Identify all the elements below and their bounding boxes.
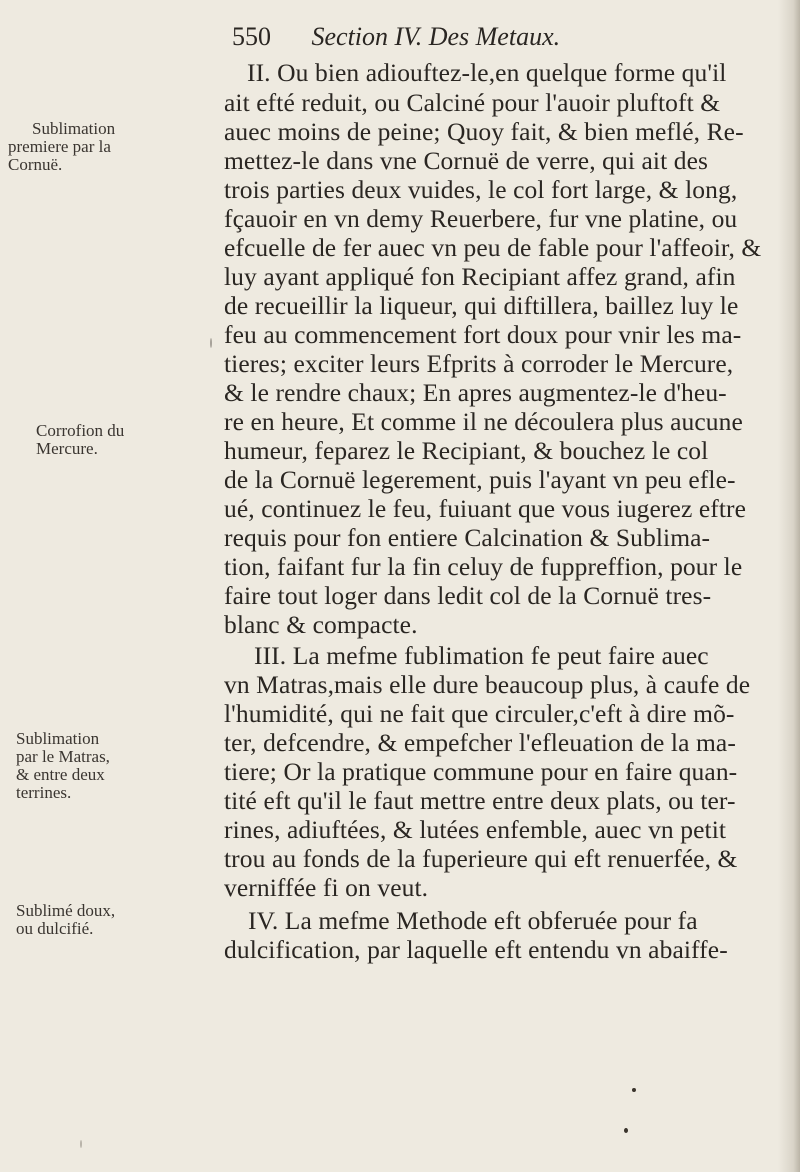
text-line: fçauoir en vn demy Reuerbere, fur vne platine, ou: [224, 204, 738, 233]
text-line: auec moins de peine; Quoy fait, & bien meflé, Re-: [224, 117, 744, 146]
margin-note-line: premiere par la: [8, 137, 111, 156]
text-line: trois parties deux vuides, le col fort large, & long,: [224, 175, 738, 204]
text-line: blanc & compacte.: [224, 610, 418, 639]
text-line: tité eft qu'il le faut mettre entre deux plats, ou ter-: [224, 786, 736, 815]
text-line: faire tout loger dans ledit col de la Cornuë tres-: [224, 581, 712, 610]
margin-note-line: Sublimation: [32, 119, 116, 138]
margin-note-line: Cornuë.: [8, 155, 63, 174]
text-line: l'humidité, qui ne fait que circuler,c'eft à dire mõ-: [224, 699, 735, 728]
text-line: humeur, feparez le Recipiant, & bouchez le col: [224, 436, 709, 465]
margin-note-line: & entre deux: [16, 765, 105, 784]
text-line: II. Ou bien adiouftez-le,en quelque forme qu'il: [247, 58, 727, 87]
running-header: [232, 22, 752, 62]
text-line: dulcification, par laquelle eft entendu vn abaiffe-: [224, 935, 728, 964]
text-line: ait efté reduit, ou Calciné pour l'auoir pluftoft &: [224, 88, 721, 117]
margin-note-line: Mercure.: [36, 439, 98, 458]
margin-note-line: Corrofion du: [36, 421, 125, 440]
ink-speck: [210, 338, 212, 348]
margin-note: [16, 902, 226, 938]
text-line: tiere; Or la pratique commune pour en faire quan-: [224, 757, 738, 786]
text-line: verniffée fi on veut.: [224, 873, 429, 902]
text-line: tieres; exciter leurs Efprits à corroder le Mercure,: [224, 349, 734, 378]
margin-note-line: Sublimé doux,: [16, 901, 116, 920]
margin-note-line: Sublimation: [16, 729, 100, 748]
text-line: trou au fonds de la fuperieure qui eft renuerfée, &: [224, 844, 738, 873]
ink-speck: [624, 1128, 628, 1133]
text-line: tion, faifant fur la fin celuy de fuppreffion, pour le: [224, 552, 743, 581]
text-line: IV. La mefme Methode eft obferuée pour fa: [248, 906, 698, 935]
text-line: ué, continuez le feu, fuiuant que vous iugerez eftre: [224, 494, 747, 523]
page-number: 550: [232, 22, 271, 51]
text-line: requis pour fon entiere Calcination & Sublima-: [224, 523, 711, 552]
running-title: Section IV. Des Metaux.: [311, 22, 561, 51]
text-line: de recueillir la liqueur, qui diftillera, baillez luy le: [224, 291, 739, 320]
margin-note-line: terrines.: [16, 783, 72, 802]
margin-note: [8, 119, 242, 174]
text-line: III. La mefme fublimation fe peut faire auec: [254, 641, 709, 670]
text-line: luy ayant appliqué fon Recipiant affez grand, afin: [224, 262, 736, 291]
text-line: de la Cornuë legerement, puis l'ayant vn peu efle-: [224, 465, 736, 494]
text-line: mettez-le dans vne Cornuë de verre, qui ait des: [224, 146, 709, 175]
text-line: vn Matras,mais elle dure beaucoup plus, à caufe de: [224, 670, 751, 699]
text-line: ter, defcendre, & empefcher l'efleuation de la ma-: [224, 728, 736, 757]
margin-note: [36, 422, 246, 458]
text-line: re en heure, Et comme il ne découlera plus aucune: [224, 407, 743, 436]
margin-note-line: ou dulcifié.: [16, 919, 94, 938]
text-line: feu au commencement fort doux pour vnir les ma-: [224, 320, 742, 349]
text-line: rines, adiuftées, & lutées enfemble, auec vn petit: [224, 815, 727, 844]
margin-note: [16, 730, 226, 802]
text-line: & le rendre chaux; En apres augmentez-le d'heu-: [224, 378, 727, 407]
ink-speck: [632, 1088, 636, 1092]
margin-note-line: par le Matras,: [16, 747, 110, 766]
ink-speck: [80, 1140, 82, 1148]
text-line: efcuelle de fer auec vn peu de fable pour l'affeoir, &: [224, 233, 762, 262]
